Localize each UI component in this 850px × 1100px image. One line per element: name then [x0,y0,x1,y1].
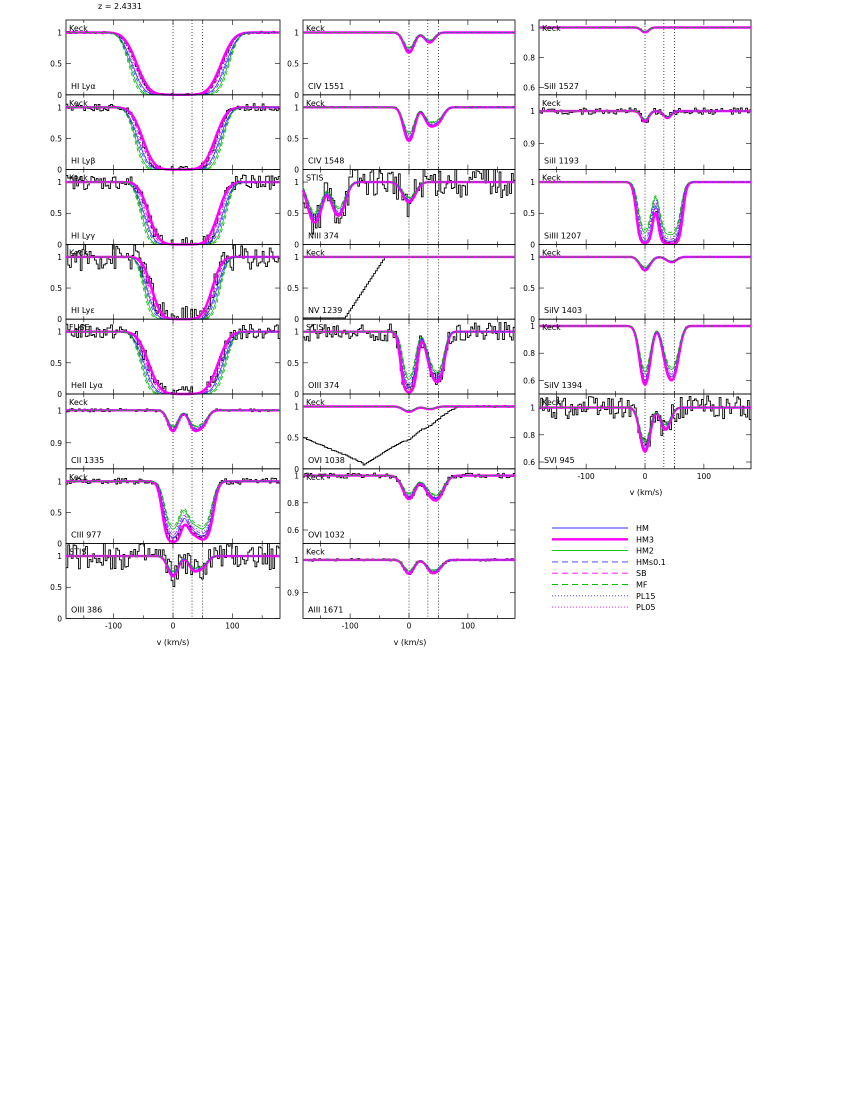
model-curve-pl15 [66,481,280,532]
y-tick-label: 0 [530,240,535,250]
y-tick-label: 1 [530,252,535,262]
model-curve-hm2 [303,107,515,134]
instrument-label: Keck [306,24,325,33]
model-curve-pl05 [539,326,751,378]
y-tick-label: 1 [294,178,299,188]
y-tick-label: 0.6 [523,458,535,467]
line-label: NIII 374 [308,231,339,241]
line-label: OIII 386 [71,605,103,615]
spectrum-panel [287,170,515,250]
legend-entry: SB [636,569,647,579]
y-tick-label: 1 [530,322,535,331]
y-tick-label: 0 [294,464,299,474]
model-curve-hm2 [303,33,515,49]
y-tick-label: 1 [57,178,62,188]
y-tick-label: 0.9 [523,139,535,149]
y-tick-label: 0.9 [50,438,62,448]
y-tick-label: 0.8 [523,349,535,359]
y-tick-label: 0 [57,240,62,250]
model-curve-hms01 [539,326,751,378]
y-tick-label: 0.8 [523,430,535,440]
line-label: SiII 1527 [544,81,579,91]
instrument-label: STIS [306,323,324,333]
y-tick-label: 0.5 [287,59,299,69]
legend-entry: PL15 [636,591,656,601]
instrument-label: Keck [542,323,561,333]
y-tick-label: 0.6 [523,83,535,93]
y-tick-label: 0 [57,90,62,100]
y-tick-label: 1 [294,402,299,412]
x-tick-label: 100 [696,471,712,481]
spectrum-panel [523,170,751,250]
y-tick-label: 0.5 [50,508,62,518]
spectrum-panel [523,319,751,394]
line-label: HI Lyβ [71,156,96,166]
spectrum-panel [50,95,280,175]
model-curve-hm3 [66,410,280,431]
y-tick-label: 0.5 [287,134,299,144]
y-tick-label: 1 [57,552,62,562]
model-curve-mf [539,257,751,267]
x-axis-label-col2: v (km/s) [393,638,427,647]
y-tick-label: 0.8 [523,53,535,63]
spectrum-panel [50,319,280,399]
y-tick-label: 0 [294,315,299,325]
y-tick-label: 0 [294,165,299,175]
x-axis-label-col3: v (km/s) [629,488,663,497]
instrument-label: Keck [69,472,88,482]
y-tick-label: 1 [294,252,299,262]
y-tick-label: 0 [294,240,299,250]
model-curve-mf [66,481,280,526]
y-tick-label: 0.5 [50,59,62,69]
line-label: HI Lyγ [71,231,96,241]
spectrum-panel [287,20,515,100]
line-label: HeII Lyα [71,381,103,390]
spectrum-panel [287,544,515,631]
legend-entry: HM [636,524,649,533]
instrument-label: Keck [306,248,325,258]
y-tick-label: 0 [530,315,535,325]
model-curve-mf [539,182,751,232]
instrument-label: Keck [69,24,88,33]
y-tick-label: 0.5 [50,134,62,144]
figure-label: z = 2.4331 [98,2,142,11]
x-tick-label: 100 [225,621,240,631]
y-tick-label: 0.6 [523,376,535,386]
observed-spectrum [303,473,515,499]
line-label: OVI 1032 [308,530,345,540]
y-tick-label: 1 [57,252,62,262]
spectrum-panel [523,244,751,324]
instrument-label: Keck [542,173,561,183]
y-tick-label: 1 [294,471,299,481]
y-tick-label: 0 [57,165,62,175]
line-label: SVI 945 [544,455,575,465]
y-tick-label: 0.5 [523,284,535,294]
instrument-label: Keck [306,472,325,482]
y-tick-label: 0.6 [287,526,299,535]
instrument-label: Keck [542,98,561,108]
y-tick-label: 1 [57,28,62,38]
line-label: SiIII 1207 [544,231,582,241]
model-curve-hm2 [539,326,751,372]
legend-entry: HM3 [636,535,655,545]
instrument-label: Keck [69,248,88,258]
instrument-label: Keck [542,248,561,258]
instrument-label: Keck [542,24,561,33]
observed-spectrum [539,325,751,383]
y-tick-label: 0 [57,539,62,549]
instrument-label: Keck [542,398,561,407]
line-label: HI Lyε [71,306,95,316]
line-label: OVI 1038 [308,455,345,465]
line-label: CIII 977 [71,530,102,540]
y-tick-label: 0.5 [50,583,62,593]
instrument-label: Keck [69,98,88,108]
y-tick-label: 0.5 [50,284,62,294]
x-tick-label: 0 [170,621,176,631]
legend-entry: HM2 [636,546,655,556]
spectrum-panel [50,170,280,250]
line-label: CIV 1548 [308,156,345,166]
y-tick-label: 0.5 [50,209,62,219]
instrument-label: FUSE [69,323,90,333]
y-tick-label: 1 [57,406,62,416]
line-label: CIV 1551 [308,81,345,91]
instrument-label: STIS [69,547,87,557]
x-tick-label: -100 [341,621,359,631]
y-tick-label: 1 [530,107,535,117]
y-tick-label: 0.5 [50,358,62,368]
line-label: SiII 1193 [544,156,579,166]
instrument-label: Keck [306,98,325,108]
spectrum-panel [287,469,515,544]
x-tick-label: -100 [577,471,595,481]
spectrum-panel [287,394,515,474]
x-tick-label: 0 [406,621,412,631]
spectrum-panel [523,95,751,170]
line-label: AlII 1671 [308,605,344,615]
line-label: SiIV 1403 [544,306,583,316]
y-tick-label: 1 [294,28,299,38]
y-tick-label: 0 [57,390,62,399]
y-tick-label: 1 [530,23,535,33]
y-tick-label: 1 [294,327,299,337]
y-tick-label: 0 [294,390,299,399]
legend [552,524,666,612]
spectrum-panel [287,95,515,175]
legend-entry: MF [636,580,648,590]
y-tick-label: 0 [294,90,299,100]
instrument-label: Keck [69,173,88,183]
y-tick-label: 1 [57,477,62,487]
y-tick-label: 0.5 [523,209,535,219]
line-label: OIII 374 [308,381,340,390]
line-label: SiIV 1394 [544,381,583,390]
observed-spectrum [66,31,280,95]
spectrum-panel [50,469,280,549]
y-tick-label: 1 [530,403,535,413]
y-tick-label: 0.5 [287,209,299,219]
model-curve-hm3 [303,107,515,141]
instrument-label: Keck [306,398,325,407]
line-label: CII 1335 [71,455,105,465]
x-tick-label: -100 [105,621,123,631]
line-label: HI Lyα [71,81,96,91]
y-tick-label: 0.5 [287,433,299,443]
x-tick-label: 0 [642,471,648,481]
spectrum-panel [287,319,515,399]
instrument-label: Keck [69,398,88,407]
y-tick-label: 0.5 [287,358,299,368]
y-tick-label: 1 [57,327,62,337]
model-curve-mf [303,33,515,48]
y-tick-label: 0 [57,315,62,325]
line-label: NV 1239 [308,306,343,316]
legend-entry: HMs0.1 [636,557,666,567]
y-tick-label: 1 [530,178,535,188]
y-tick-label: 0.5 [287,284,299,294]
model-curve-mf [539,326,751,370]
spectrum-panel [523,20,751,95]
y-tick-label: 0 [57,614,62,624]
instrument-label: Keck [306,547,325,557]
x-tick-label: 100 [460,621,476,631]
x-axis-label-col1: v (km/s) [156,638,190,647]
y-tick-label: 1 [57,103,62,113]
legend-entry: PL05 [636,603,656,613]
instrument-label: STIS [306,173,324,183]
spectrum-panel [523,394,751,481]
spectrum-panel [287,244,515,324]
spectrum-panel [50,544,280,631]
y-tick-label: 0.8 [287,498,299,508]
y-tick-label: 1 [294,103,299,113]
y-tick-label: 0.9 [287,588,299,598]
spectrum-panel [50,244,280,324]
spectrum-panel [50,394,280,469]
spectrum-panel [50,20,280,100]
y-tick-label: 1 [294,555,299,565]
